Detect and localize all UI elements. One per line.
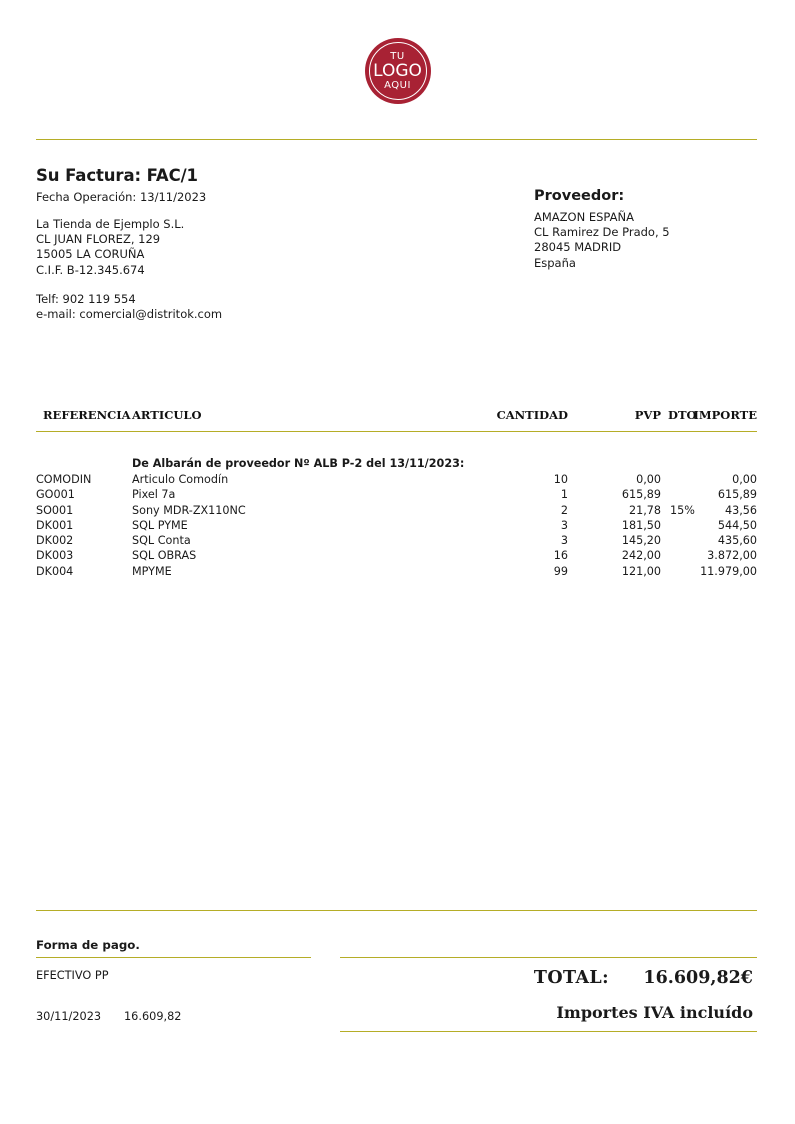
supplier-country: España [534,255,576,270]
table-header-divider [36,431,757,432]
footer-divider [36,910,757,911]
column-header-quantity: CANTIDAD [496,408,568,422]
cell-quantity: 1 [560,488,568,502]
client-street: CL JUAN FLOREZ, 129 [36,232,161,247]
payment-due-amount: 16.609,82 [124,1010,182,1023]
logo-line-3: AQUI [384,79,411,91]
cell-article: SQL OBRAS [132,549,197,563]
delivery-note-group-label [36,457,757,473]
supplier-city: 28045 MADRID [534,240,622,255]
supplier-name: AMAZON ESPAÑA [534,210,634,224]
cell-importe: 544,50 [717,518,757,532]
cell-quantity: 10 [553,473,568,486]
total-note: Importes IVA incluído [556,1003,753,1022]
table-row [36,565,757,580]
cell-pvp: 0,00 [636,473,661,486]
cell-article: Sony MDR-ZX110NC [132,503,246,517]
cell-article: SQL Conta [132,534,191,548]
cell-reference: DK003 [36,549,74,563]
cell-article: SQL PYME [132,518,188,532]
payment-method: EFECTIVO PP [36,969,109,982]
invoice-title: Su Factura: FAC/1 [36,166,198,185]
cell-pvp: 121,00 [621,564,661,578]
cell-pvp: 242,00 [621,549,661,563]
cell-quantity: 16 [553,549,568,563]
table-row [36,549,757,564]
table-row [36,519,757,534]
column-header-reference: REFERENCIA [43,408,131,422]
logo-text [373,52,422,91]
payment-due-date: 30/11/2023 [36,1010,102,1023]
table-header-row [36,408,757,428]
client-phone: Telf: 902 119 554 [36,291,136,306]
cell-quantity: 99 [553,564,568,578]
cell-importe: 11.979,00 [700,564,757,578]
cell-reference: SO001 [36,503,74,517]
invoice-date: Fecha Operación: 13/11/2023 [36,190,207,204]
cell-reference: COMODIN [36,473,92,486]
cell-reference: DK004 [36,564,74,578]
cell-quantity: 2 [560,503,568,517]
cell-pvp: 21,78 [628,503,661,517]
column-header-importe: IMPORTE [693,408,757,422]
table-row [36,473,757,488]
client-city: 15005 LA CORUÑA [36,247,145,262]
total-label: TOTAL: [533,968,609,988]
cell-importe: 615,89 [717,488,757,502]
cell-reference: DK002 [36,534,74,548]
logo-line-1: TU [390,50,405,62]
cell-reference: GO001 [36,488,75,502]
cell-reference: DK001 [36,518,74,532]
payment-title: Forma de pago. [36,938,311,958]
company-logo [0,38,795,104]
cell-importe: 435,60 [717,534,757,548]
cell-pvp: 145,20 [621,534,661,548]
table-row [36,488,757,503]
invoice-header-block [36,166,466,322]
cell-article: MPYME [132,564,172,578]
cell-quantity: 3 [560,534,568,548]
logo-line-2: LOGO [373,60,422,81]
table-row [36,504,757,519]
header-divider [36,139,757,140]
column-header-dto: DTO [668,408,697,422]
cell-pvp: 181,50 [621,518,661,532]
client-name: La Tienda de Ejemplo S.L. [36,217,185,231]
cell-importe: 3.872,00 [707,549,757,563]
spacer [36,278,466,292]
cell-pvp: 615,89 [621,488,661,502]
table-row [36,534,757,549]
total-line [340,968,757,994]
payment-due-row [36,1010,311,1025]
column-header-pvp: PVP [634,408,661,422]
client-email: e-mail: comercial@distritok.com [36,307,223,322]
cell-importe: 0,00 [732,473,757,486]
client-tax-id: C.I.F. B-12.345.674 [36,262,145,277]
cell-quantity: 3 [560,518,568,532]
supplier-block [534,188,784,271]
line-items-table [36,408,757,580]
column-header-article: ARTICULO [132,408,202,422]
supplier-street: CL Ramirez De Prado, 5 [534,225,670,240]
cell-dto: 15% [670,503,695,517]
table-body [36,457,757,580]
payment-block [36,938,311,1025]
logo-circle [365,38,431,104]
cell-article: Articulo Comodín [132,473,229,486]
cell-article: Pixel 7a [132,488,176,502]
cell-importe: 43,56 [724,503,757,517]
totals-block [340,957,757,1032]
supplier-title: Proveedor: [534,188,625,204]
total-value: 16.609,82€ [643,968,753,988]
delivery-note-text: De Albarán de proveedor Nº ALB P-2 del 13/11/2023: [132,457,465,470]
